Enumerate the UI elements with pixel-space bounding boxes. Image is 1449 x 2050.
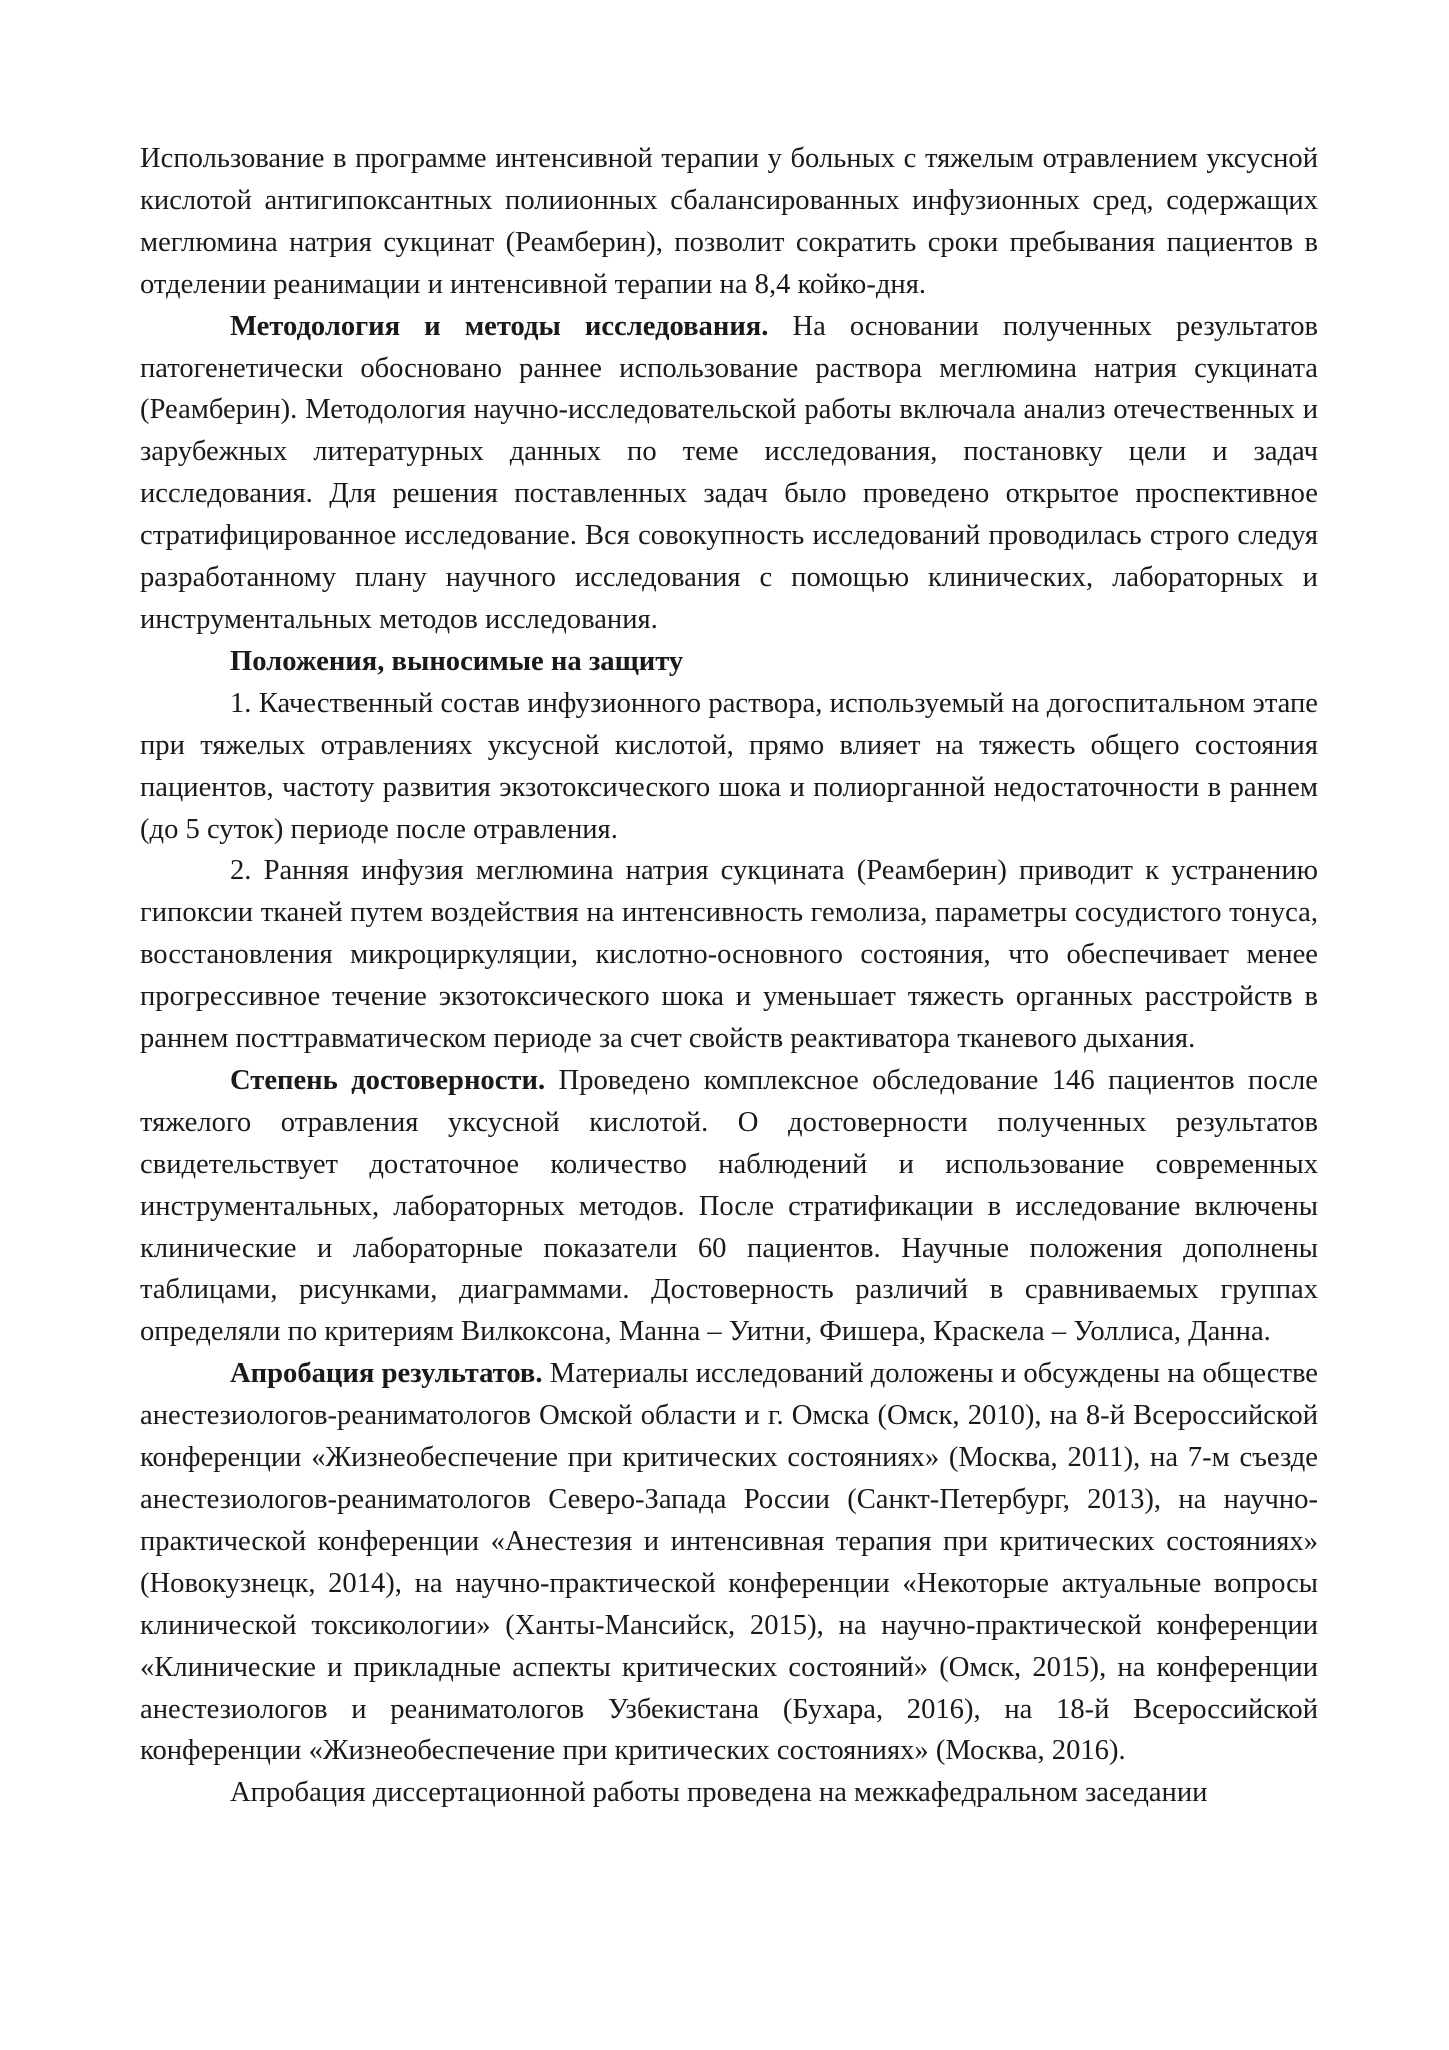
reliability-heading: Степень достоверности. [230, 1064, 546, 1096]
approbation-heading: Апробация результатов. [230, 1358, 543, 1390]
document-page [140, 138, 1318, 1814]
methodology-paragraph [140, 306, 1318, 641]
hypothesis-paragraph: Использование в программе интенсивной терапии у больных с тяжелым отравлением уксусной кислотой антигипоксантных полиионных сбалансированных инфузионных сред, содержащих меглюмина натрия сукцинат (Реамберин), позволит сократить сроки пребывания пациентов в отделении реанимации и интенсивной терапии на 8,4 койко-дня. [140, 143, 1318, 300]
approbation-text: Материалы исследований доложены и обсуждены на обществе анестезиологов-реаниматологов Омской области и г. Омска (Омск, 2010), на 8-й Всероссийской конференции «Жизнеобеспечение при критических состояниях» (Москва, 2011), на 7-м съезде анестезиологов-реаниматологов Северо-Запада России (Санкт-Петербург, 2013), на научно-практической конференции «Анестезия и интенсивная терапия при критических состояниях» (Новокузнецк, 2014), на научно-практической конференции «Некоторые актуальные вопросы клинической токсикологии» (Ханты-Мансийск, 2015), на научно-практической конференции «Клинические и прикладные аспекты критических состояний» (Омск, 2015), на конференции анестезиологов и реаниматологов Узбекистана (Бухара, 2016), на 18-й Всероссийской конференции «Жизнеобеспечение при критических состояниях» (Москва, 2016). [140, 1358, 1318, 1767]
provision-1-paragraph: 1. Качественный состав инфузионного раствора, используемый на догоспитальном этапе при тяжелых отравлениях уксусной кислотой, прямо влияет на тяжесть общего состояния пациентов, частоту развития экзотоксического шока и полиорганной недостаточности в раннем (до 5 суток) периоде после отравления. [140, 687, 1318, 845]
reliability-text: Проведено комплексное обследование 146 пациентов после тяжелого отравления уксусной кислотой. О достоверности полученных результатов свидетельствует достаточное количество наблюдений и использование современных инструментальных, лабораторных методов. После стратификации в исследование включены клинические и лабораторные показатели 60 пациентов. Научные положения дополнены таблицами, рисунками, диаграммами. Достоверность различий в сравниваемых группах определяли по критериям Вилкоксона, Манна – Уитни, Фишера, Краскела – Уоллиса, Данна. [140, 1064, 1318, 1348]
methodology-heading: Методология и методы исследования. [230, 310, 769, 342]
reliability-paragraph [140, 1060, 1318, 1353]
provision-2-paragraph: 2. Ранняя инфузия меглюмина натрия сукцината (Реамберин) приводит к устранению гипоксии тканей путем воздействия на интенсивность гемолиза, параметры сосудистого тонуса, восстановления микроциркуляции, кислотно-основного состояния, что обеспечивает менее прогрессивное течение экзотоксического шока и уменьшает тяжесть органных расстройств в раннем посттравматическом периоде за счет свойств реактиватора тканевого дыхания. [140, 855, 1318, 1055]
methodology-text: На основании полученных результатов патогенетически обосновано раннее использование раствора меглюмина натрия сукцината (Реамберин). Методология научно-исследовательской работы включала анализ отечественных и зарубежных литературных данных по теме исследования, постановку цели и задач исследования. Для решения поставленных задач было проведено открытое проспективное стратифицированное исследование. Вся совокупность исследований проводилась строго следуя разработанному плану научного исследования с помощью клинических, лабораторных и инструментальных методов исследования. [140, 310, 1318, 635]
dissertation-approbation-paragraph: Апробация диссертационной работы проведена на межкафедральном заседании [230, 1777, 1208, 1809]
provisions-heading: Положения, выносимые на защиту [230, 645, 684, 677]
approbation-paragraph [140, 1353, 1318, 1772]
